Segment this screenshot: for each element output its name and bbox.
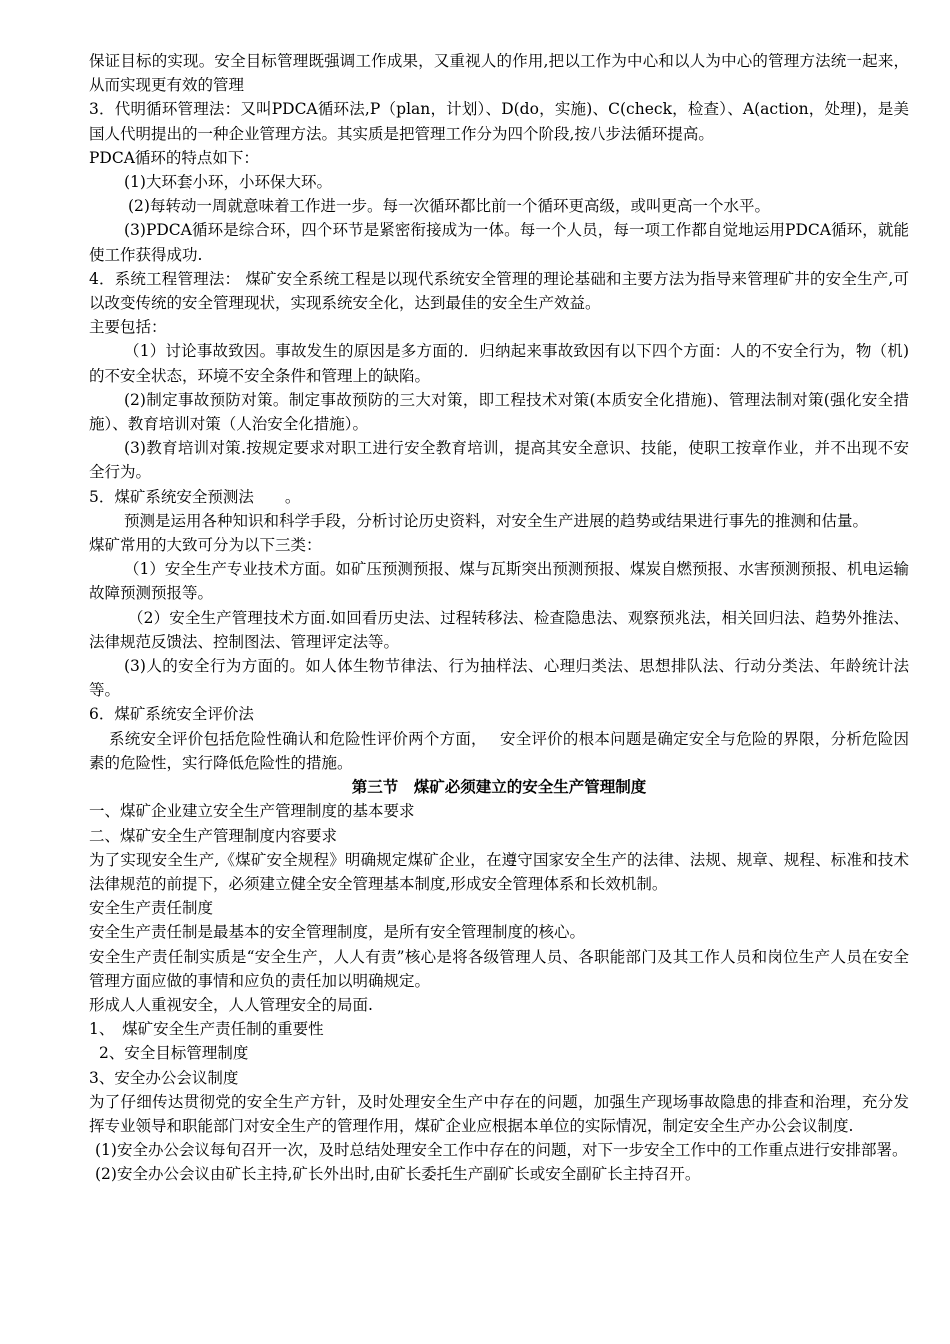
section-heading: 第三节 煤矿必须建立的安全生产管理制度 — [351, 777, 647, 797]
paragraph: 2、安全目标管理制度 — [99, 1044, 249, 1063]
list-item: (3)教育培训对策.按规定要求对职工进行安全教育培训，提高其安全意识、技能，使职工按章作业，并不出现不安全行为。 — [89, 439, 909, 482]
paragraph: 预测是运用各种知识和科学手段，分析讨论历史资料，对安全生产进展的趋势或结果进行事先的推测和估量。 — [124, 511, 869, 530]
paragraph: 煤矿常用的大致可分为以下三类： — [89, 536, 322, 555]
paragraph: 安全生产责任制是最基本的安全管理制度，是所有安全管理制度的核心。 — [89, 923, 586, 942]
paragraph: 安全生产责任制实质是“安全生产，人人有责”核心是将各级管理人员、各职能部门及其工作人员和岗位生产人员在安全管理方面应做的事情和应负的责任加以明确规定。 — [89, 947, 909, 990]
list-item: (2)制定事故预防对策。制定事故预防的三大对策，即工程技术对策(本质安全化措施)、管理法制对策(强化安全措施）、教育培训对策（人治安全化措施）。 — [89, 390, 909, 434]
paragraph: 一、煤矿企业建立安全生产管理制度的基本要求 — [89, 802, 415, 821]
paragraph: 安全生产责任制度 — [89, 899, 214, 918]
paragraph: 5．煤矿系统安全预测法 。 — [89, 487, 301, 506]
list-item: (2)每转动一周就意味着工作进一步。每一次循环都比前一个循环更高级，或叫更高一个水平。 — [128, 197, 770, 216]
list-item: (1)安全办公会议每旬召开一次，及时总结处理安全工作中存在的问题，对下一步安全工作中的工作重点进行安排部署。 — [95, 1141, 908, 1160]
paragraph: 6．煤矿系统安全评价法 — [89, 705, 254, 724]
list-item: (1)大环套小环，小环保大环。 — [124, 173, 332, 192]
document-body — [89, 49, 909, 1187]
paragraph: 1、 煤矿安全生产责任制的重要性 — [89, 1020, 324, 1039]
paragraph: 主要包括： — [89, 318, 167, 337]
paragraph: 系统安全评价包括危险性确认和危险性评价两个方面， 安全评价的根本问题是确定安全与危险的界限，分析危险因素的危险性，实行降低危险性的措施。 — [89, 729, 909, 772]
list-item: （2）安全生产管理技术方面.如回看历史法、过程转移法、检查隐患法、观察预兆法，相关回归法、趋势外推法、法律规范反馈法、控制图法、管理评定法等。 — [89, 608, 909, 651]
list-item: (2)安全办公会议由矿长主持,矿长外出时,由矿长委托生产副矿长或安全副矿长主持召开。 — [95, 1165, 701, 1184]
paragraph: PDCA循环的特点如下： — [89, 148, 259, 167]
paragraph: 3．代明循环管理法：又叫PDCA循环法,P（plan，计划）、D(do，实施)、C(check，检查）、A(action，处理)，是美国人代明提出的一种企业管理方法。其实质是把管理工作分为四个阶段,按八步法循环提高。 — [89, 100, 909, 143]
paragraph: 3、安全办公会议制度 — [89, 1068, 239, 1087]
list-item: （1）讨论事故致因。事故发生的原因是多方面的．归纳起来事故致因有以下四个方面：人的不安全行为，物（机)的不安全状态，环境不安全条件和管理上的缺陷。 — [89, 342, 909, 385]
paragraph: 二、煤矿安全生产管理制度内容要求 — [89, 826, 338, 845]
list-item: (3)PDCA循环是综合环，四个环节是紧密衔接成为一体。每一个人员，每一项工作都自觉地运用PDCA循环，就能使工作获得成功. — [89, 221, 909, 264]
paragraph: 为了仔细传达贯彻党的安全生产方针，及时处理安全生产中存在的问题，加强生产现场事故隐患的排查和治理，充分发挥专业领导和职能部门对安全生产的管理作用，煤矿企业应根据本单位的实际情况，制定安全生产办公会议制度. — [89, 1092, 909, 1135]
paragraph: 为了实现安全生产,《煤矿安全规程》明确规定煤矿企业，在遵守国家安全生产的法律、法规、规章、规程、标准和技术法律规范的前提下，必须建立健全安全管理基本制度,形成安全管理体系和长效机制。 — [89, 850, 909, 893]
paragraph: 4．系统工程管理法： 煤矿安全系统工程是以现代系统安全管理的理论基础和主要方法为指导来管理矿井的安全生产,可以改变传统的安全管理现状，实现系统安全化，达到最佳的安全生产效益。 — [89, 269, 909, 313]
list-item: (3)人的安全行为方面的。如人体生物节律法、行为抽样法、心理归类法、思想排队法、行动分类法、年龄统计法等。 — [89, 657, 909, 700]
paragraph: 形成人人重视安全，人人管理安全的局面. — [89, 995, 373, 1014]
paragraph: 保证目标的实现。安全目标管理既强调工作成果，又重视人的作用,把以工作为中心和以人为中心的管理方法统一起来，从而实现更有效的管理 — [89, 52, 909, 95]
list-item: （1）安全生产专业技术方面。如矿压预测预报、煤与瓦斯突出预测预报、煤炭自燃预报、水害预测预报、机电运输故障预测预报等。 — [89, 560, 909, 603]
